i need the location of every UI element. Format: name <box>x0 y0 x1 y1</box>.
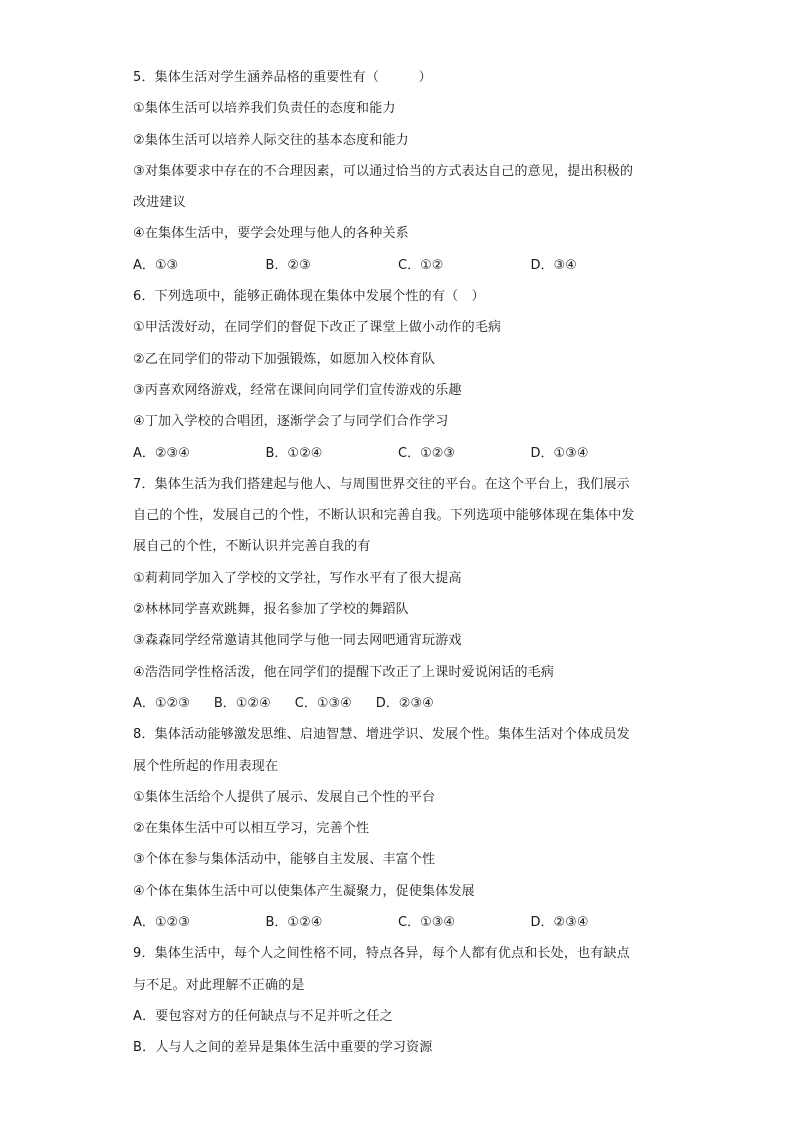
question-9-option-a[interactable]: A．要包容对方的任何缺点与不足并听之任之 <box>133 1008 393 1024</box>
question-7-statement-1: ①莉莉同学加入了学校的文学社，写作水平有了很大提高 <box>133 570 462 586</box>
question-7-stem-cont-1: 自己的个性，发展自己的个性，不断认识和完善自我。下列选项中能够体现在集体中发 <box>133 508 635 524</box>
question-7-option-d[interactable]: D．②③④ <box>375 695 434 711</box>
question-6 <box>133 281 663 469</box>
question-8-statement-4: ④个体在集体生活中可以使集体产生凝聚力，促使集体发展 <box>133 883 475 899</box>
question-7 <box>133 469 663 719</box>
question-5 <box>133 62 663 281</box>
question-5-option-c[interactable]: C．①② <box>398 257 444 273</box>
question-5-option-b[interactable]: B．②③ <box>265 257 311 273</box>
question-6-statement-2: ②乙在同学们的带动下加强锻炼，如愿加入校体育队 <box>133 351 436 367</box>
question-9 <box>133 938 663 1063</box>
question-8-option-d[interactable]: D．②③④ <box>530 915 589 931</box>
question-5-options <box>133 250 663 281</box>
question-5-statement-3-cont: 改进建议 <box>133 195 186 211</box>
question-6-option-c[interactable]: C．①②③ <box>398 445 456 461</box>
question-6-option-b[interactable]: B．①②④ <box>265 445 323 461</box>
question-9-stem: 9．集体生活中，每个人之间性格不同，特点各异，每个人都有优点和长处，也有缺点 <box>133 946 630 962</box>
question-6-stem: 6．下列选项中，能够正确体现在集体中发展个性的有（ ） <box>133 289 485 305</box>
question-7-statement-4: ④浩浩同学性格活泼，他在同学们的提醒下改正了上课时爱说闲话的毛病 <box>133 664 555 680</box>
question-8-stem: 8．集体活动能够激发思维、启迪智慧、增进学识、发展个性。集体生活对个体成员发 <box>133 727 630 743</box>
question-8 <box>133 719 663 938</box>
question-6-statement-3: ③丙喜欢网络游戏，经常在课间向同学们宣传游戏的乐趣 <box>133 382 462 398</box>
question-6-statement-4: ④丁加入学校的合唱团，逐渐学会了与同学们合作学习 <box>133 414 449 430</box>
question-5-option-d[interactable]: D．③④ <box>530 257 577 273</box>
question-9-stem-cont: 与不足。对此理解不正确的是 <box>133 977 305 993</box>
question-6-option-d[interactable]: D．①③④ <box>530 445 589 461</box>
question-6-option-a[interactable]: A．②③④ <box>133 445 190 461</box>
question-7-stem: 7．集体生活为我们搭建起与他人、与周围世界交往的平台。在这个平台上，我们展示 <box>133 476 630 492</box>
question-7-option-b[interactable]: B．①②④ <box>213 695 271 711</box>
question-5-statement-1: ①集体生活可以培养我们负责任的态度和能力 <box>133 101 396 117</box>
question-7-statement-3: ③森森同学经常邀请其他同学与他一同去网吧通宵玩游戏 <box>133 633 462 649</box>
question-7-option-a[interactable]: A．①②③ <box>133 695 190 711</box>
question-6-statement-1: ①甲活泼好动，在同学们的督促下改正了课堂上做小动作的毛病 <box>133 320 502 336</box>
question-8-statement-2: ②在集体生活中可以相互学习，完善个性 <box>133 821 370 837</box>
question-8-option-c[interactable]: C．①③④ <box>398 915 456 931</box>
question-5-option-a[interactable]: A．①③ <box>133 257 179 273</box>
question-8-option-b[interactable]: B．①②④ <box>265 915 323 931</box>
question-8-options <box>133 907 663 938</box>
question-8-statement-3: ③个体在参与集体活动中，能够自主发展、丰富个性 <box>133 852 436 868</box>
question-5-statement-4: ④在集体生活中，要学会处理与他人的各种关系 <box>133 226 409 242</box>
question-8-option-a[interactable]: A．①②③ <box>133 915 190 931</box>
question-7-options <box>133 688 663 719</box>
document-page <box>133 62 663 1064</box>
question-6-options <box>133 438 663 469</box>
question-7-statement-2: ②林林同学喜欢跳舞，报名参加了学校的舞蹈队 <box>133 602 409 618</box>
question-8-statement-1: ①集体生活给个人提供了展示、发展自己个性的平台 <box>133 789 436 805</box>
question-9-option-b[interactable]: B．人与人之间的差异是集体生活中重要的学习资源 <box>133 1040 433 1056</box>
question-7-stem-cont-2: 展自己的个性，不断认识并完善自我的有 <box>133 539 371 555</box>
question-5-statement-3: ③对集体要求中存在的不合理因素，可以通过恰当的方式表达自己的意见，提出积极的 <box>133 163 634 179</box>
question-5-stem: 5．集体生活对学生涵养品格的重要性有（ ） <box>133 70 432 85</box>
question-8-stem-cont: 展个性所起的作用表现在 <box>133 758 279 774</box>
question-7-option-c[interactable]: C．①③④ <box>294 695 352 711</box>
question-5-statement-2: ②集体生活可以培养人际交往的基本态度和能力 <box>133 132 409 148</box>
